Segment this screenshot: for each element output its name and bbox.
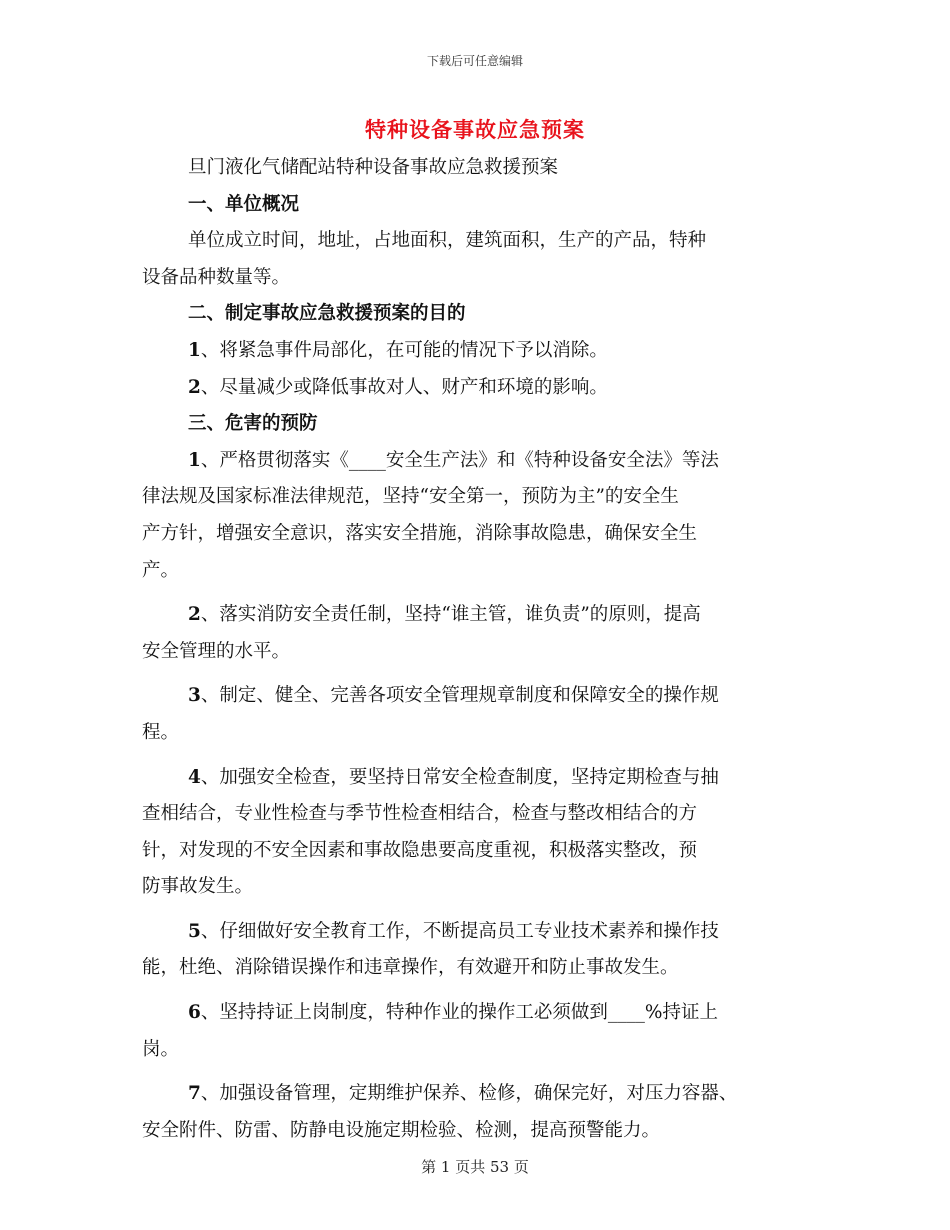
paragraph-line — [142, 995, 822, 1032]
paragraph-line: 岗。 — [142, 1038, 180, 1060]
page-footer: 第 1 页共 53 页 — [421, 1158, 529, 1176]
item-text: 、落实消防安全责任制，坚持“谁主管，谁负责”的原则，提高 — [200, 604, 701, 626]
item-number: 6 — [188, 1002, 201, 1024]
section-heading-1: 一、单位概况 — [188, 193, 300, 215]
paragraph-line: 产。 — [142, 559, 180, 581]
paragraph-line: 律法规及国家标准法律规范，坚持“安全第一，预防为主”的安全生 — [142, 486, 679, 508]
item-text: 、仔细做好安全教育工作，不断提高员工专业技术素养和操作技 — [200, 920, 719, 942]
item-number: 2 — [188, 376, 201, 398]
item-text: 、严格贯彻落实《____安全生产法》和《特种设备安全法》等法 — [200, 449, 719, 471]
item-text: 、加强设备管理，定期维护保养、检修，确保完好，对压力容器、 — [200, 1083, 738, 1105]
list-item — [142, 333, 822, 370]
paragraph-line: 查相结合，专业性检查与季节性检查相结合，检查与整改相结合的方 — [142, 803, 698, 825]
paragraph-line: 设备品种数量等。 — [142, 266, 291, 288]
paragraph-line: 能，杜绝、消除错误操作和违章操作，有效避开和防止事故发生。 — [142, 957, 679, 979]
list-item — [142, 370, 822, 407]
paragraph-line: 安全附件、防雷、防静电设施定期检验、检测，提高预警能力。 — [142, 1119, 661, 1141]
paragraph-line: 安全管理的水平。 — [142, 640, 291, 662]
paragraph-line: 防事故发生。 — [142, 876, 254, 898]
section-heading-2: 二、制定事故应急救援预案的目的 — [188, 303, 466, 325]
item-number: 7 — [188, 1083, 201, 1105]
paragraph-line — [142, 914, 822, 951]
item-text: 、尽量减少或降低事故对人、财产和环境的影响。 — [200, 376, 608, 398]
paragraph-line — [142, 1076, 822, 1113]
item-number: 5 — [188, 920, 201, 942]
paragraph-line — [142, 760, 822, 797]
document-body — [142, 150, 822, 1149]
document-subtitle: 旦门液化气储配站特种设备事故应急救援预案 — [188, 157, 559, 178]
paragraph-line — [142, 443, 822, 480]
item-text: 、制定、健全、完善各项安全管理规章制度和保障安全的操作规 — [200, 685, 719, 707]
paragraph-line: 针，对发现的不安全因素和事故隐患要高度重视，积极落实整改，预 — [142, 839, 698, 861]
document-title: 特种设备事故应急预案 — [365, 117, 585, 142]
item-number: 4 — [188, 766, 201, 788]
item-text: 、坚持持证上岗制度，特种作业的操作工必须做到____%持证上 — [200, 1002, 718, 1024]
item-number: 3 — [188, 685, 201, 707]
paragraph-line: 单位成立时间，地址，占地面积，建筑面积，生产的产品，特种 — [188, 230, 707, 252]
paragraph-line — [142, 597, 822, 634]
paragraph-line: 产方针，增强安全意识，落实安全措施，消除事故隐患，确保安全生 — [142, 522, 698, 544]
page-header: 下载后可任意编辑 — [426, 54, 523, 68]
item-number: 1 — [188, 339, 201, 361]
item-text: 、加强安全检查，要坚持日常安全检查制度，坚持定期检查与抽 — [200, 766, 719, 788]
section-heading-3: 三、危害的预防 — [188, 413, 318, 435]
item-text: 、将紧急事件局部化，在可能的情况下予以消除。 — [200, 339, 608, 361]
paragraph-line: 程。 — [142, 721, 180, 743]
item-number: 1 — [188, 449, 201, 471]
paragraph-line — [142, 678, 822, 715]
item-number: 2 — [188, 604, 201, 626]
